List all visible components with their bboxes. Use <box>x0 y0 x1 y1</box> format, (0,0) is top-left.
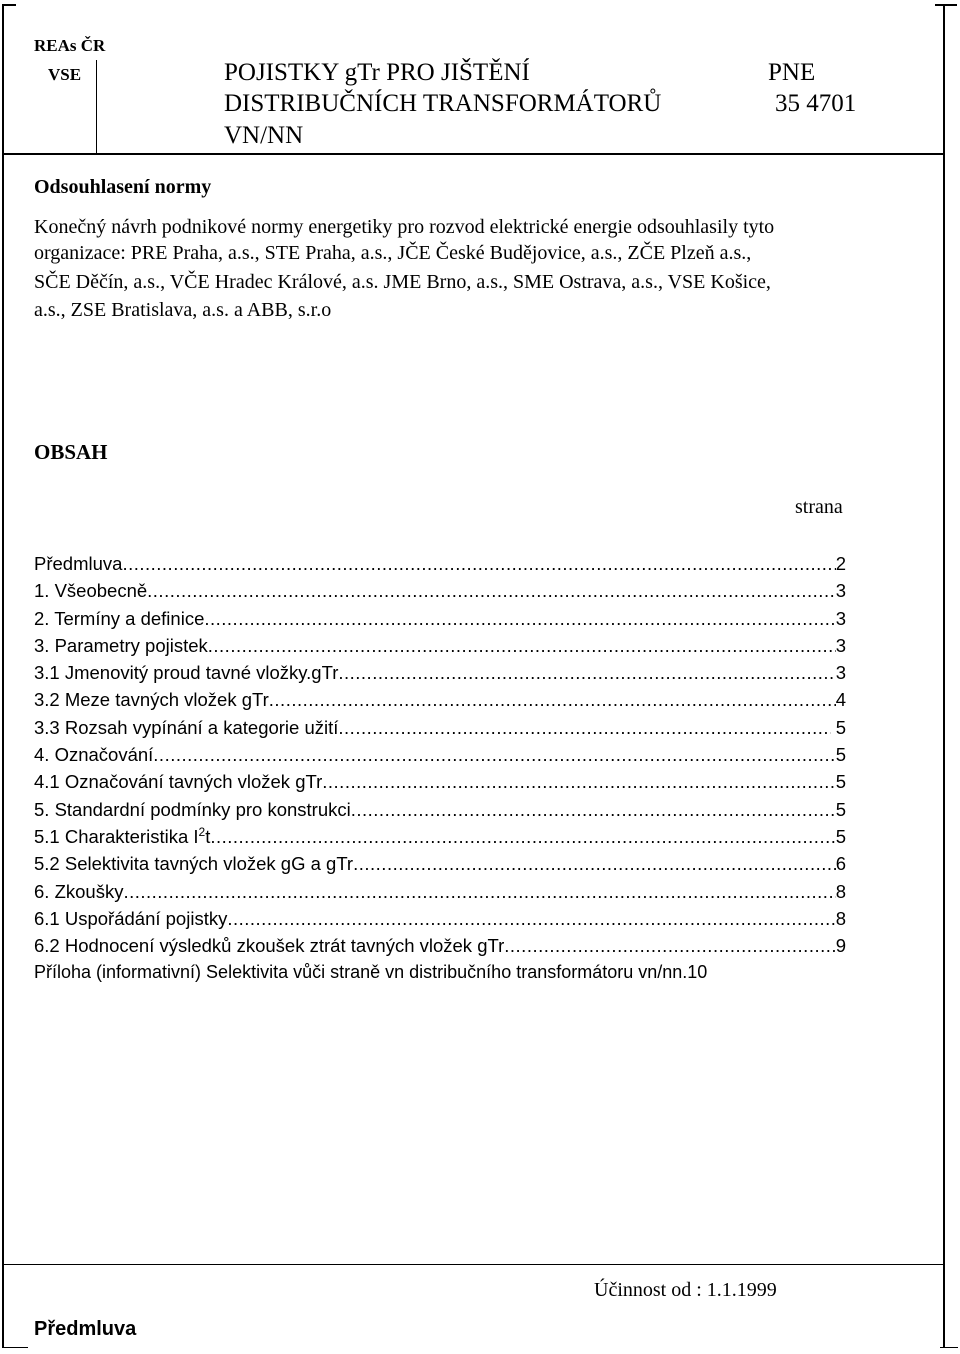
toc-page: 8 <box>835 880 846 902</box>
toc-entry-6-2[interactable] <box>34 932 846 959</box>
toc-entry-3[interactable] <box>34 632 846 659</box>
table-of-contents <box>34 550 846 987</box>
toc-label: 3.3 Rozsah vypínání a kategorie užití <box>34 716 339 738</box>
header-divider-horizontal <box>2 153 945 155</box>
toc-label: Příloha (informativní) Selektivita vůči straně vn distribučního transformátoru vn/nn. <box>34 962 688 983</box>
toc-entry-5[interactable] <box>34 796 846 823</box>
toc-label: 5. Standardní podmínky pro konstrukci <box>34 798 351 820</box>
approval-line: organizace: PRE Praha, a.s., STE Praha, a.s., JČE České Budějovice, a.s., ZČE Plzeň a.s., <box>34 242 752 264</box>
frame-left-border <box>2 4 4 1348</box>
toc-page: 4 <box>835 689 846 711</box>
toc-entry-priloha[interactable] <box>34 959 846 986</box>
toc-label: 4.1 Označování tavných vložek gTr <box>34 771 323 793</box>
standard-label: PNE <box>768 59 816 86</box>
document-title-line-2: DISTRIBUČNÍCH TRANSFORMÁTORŮ <box>224 90 662 117</box>
toc-label: 5.2 Selektivita tavných vložek gG a gTr <box>34 853 354 875</box>
toc-label: 4. Označování <box>34 744 154 766</box>
frame-right-border <box>943 4 945 1348</box>
toc-label: 2. Termíny a definice <box>34 607 205 629</box>
toc-page: 5 <box>835 771 846 793</box>
toc-label: 1. Všeobecně <box>34 580 148 602</box>
toc-label: 6.1 Uspořádání pojistky <box>34 907 228 929</box>
org-bottom: VSE <box>48 65 82 84</box>
toc-entry-5-2[interactable] <box>34 850 846 877</box>
document-title-line-1: POJISTKY gTr PRO JIŠTĚNÍ <box>224 59 530 86</box>
frame-top-right-tick <box>935 4 957 6</box>
toc-entry-5-1[interactable] <box>34 823 846 850</box>
toc-label-text: 5.1 Charakteristika I <box>34 825 199 847</box>
toc-page: 5 <box>830 716 846 738</box>
toc-page: 10 <box>687 962 708 983</box>
toc-page: 3 <box>835 580 846 602</box>
footer-bottom-right-tick <box>940 1347 958 1348</box>
org-top: REAs ČR <box>34 36 106 55</box>
toc-entry-3-1[interactable] <box>34 659 846 686</box>
toc-entry-predmluva[interactable] <box>34 550 846 577</box>
footer-divider-horizontal <box>2 1264 945 1265</box>
toc-page: 5 <box>835 798 846 820</box>
toc-label: 3.1 Jmenovitý proud tavné vložky.gTr <box>34 662 339 684</box>
toc-label-superscript: 2 <box>198 824 206 839</box>
toc-page: 5 <box>835 744 846 766</box>
approval-heading: Odsouhlasení normy <box>34 176 212 198</box>
toc-entry-3-3[interactable] <box>34 714 846 741</box>
contents-heading: OBSAH <box>34 440 108 464</box>
effective-date: Účinnost od : 1.1.1999 <box>594 1279 777 1301</box>
next-section-heading: Předmluva <box>34 1318 137 1340</box>
toc-entry-3-2[interactable] <box>34 686 846 713</box>
toc-label-text-end: t <box>205 825 211 847</box>
toc-label: Předmluva <box>34 553 123 574</box>
toc-page: 3 <box>835 634 846 656</box>
toc-page: 2 <box>835 553 846 574</box>
header-divider-vertical <box>96 60 97 154</box>
toc-page: 8 <box>835 907 846 929</box>
toc-entry-6[interactable] <box>34 878 846 905</box>
approval-line: SČE Děčín, a.s., VČE Hradec Králové, a.s. JME Brno, a.s., SME Ostrava, a.s., VSE Košice, <box>34 271 771 293</box>
toc-entry-1[interactable] <box>34 577 846 604</box>
toc-label <box>34 823 210 850</box>
toc-label: 3.2 Meze tavných vložek gTr <box>34 689 269 711</box>
toc-page: 9 <box>835 935 846 957</box>
toc-page: 5 <box>835 825 846 847</box>
document-title-line-3: VN/NN <box>224 122 304 149</box>
toc-entry-4[interactable] <box>34 741 846 768</box>
approval-line: Konečný návrh podnikové normy energetiky pro rozvod elektrické energie odsouhlasily tyto <box>34 216 775 238</box>
standard-number: 35 4701 <box>775 90 857 117</box>
toc-entry-4-1[interactable] <box>34 768 846 795</box>
footer-bottom-left-tick <box>2 1347 28 1348</box>
frame-top-left-tick <box>2 4 16 6</box>
approval-line: a.s., ZSE Bratislava, a.s. a ABB, s.r.o <box>34 299 332 321</box>
toc-label: 6. Zkoušky <box>34 880 124 902</box>
toc-page: 3 <box>835 662 846 684</box>
toc-label: 3. Parametry pojistek <box>34 634 208 656</box>
toc-page: 3 <box>835 607 846 629</box>
toc-entry-6-1[interactable] <box>34 905 846 932</box>
toc-entry-2[interactable] <box>34 605 846 632</box>
toc-label: 6.2 Hodnocení výsledků zkoušek ztrát tavných vložek gTr <box>34 935 505 957</box>
toc-page: 6 <box>835 853 846 875</box>
page-column-label: strana <box>795 496 843 518</box>
